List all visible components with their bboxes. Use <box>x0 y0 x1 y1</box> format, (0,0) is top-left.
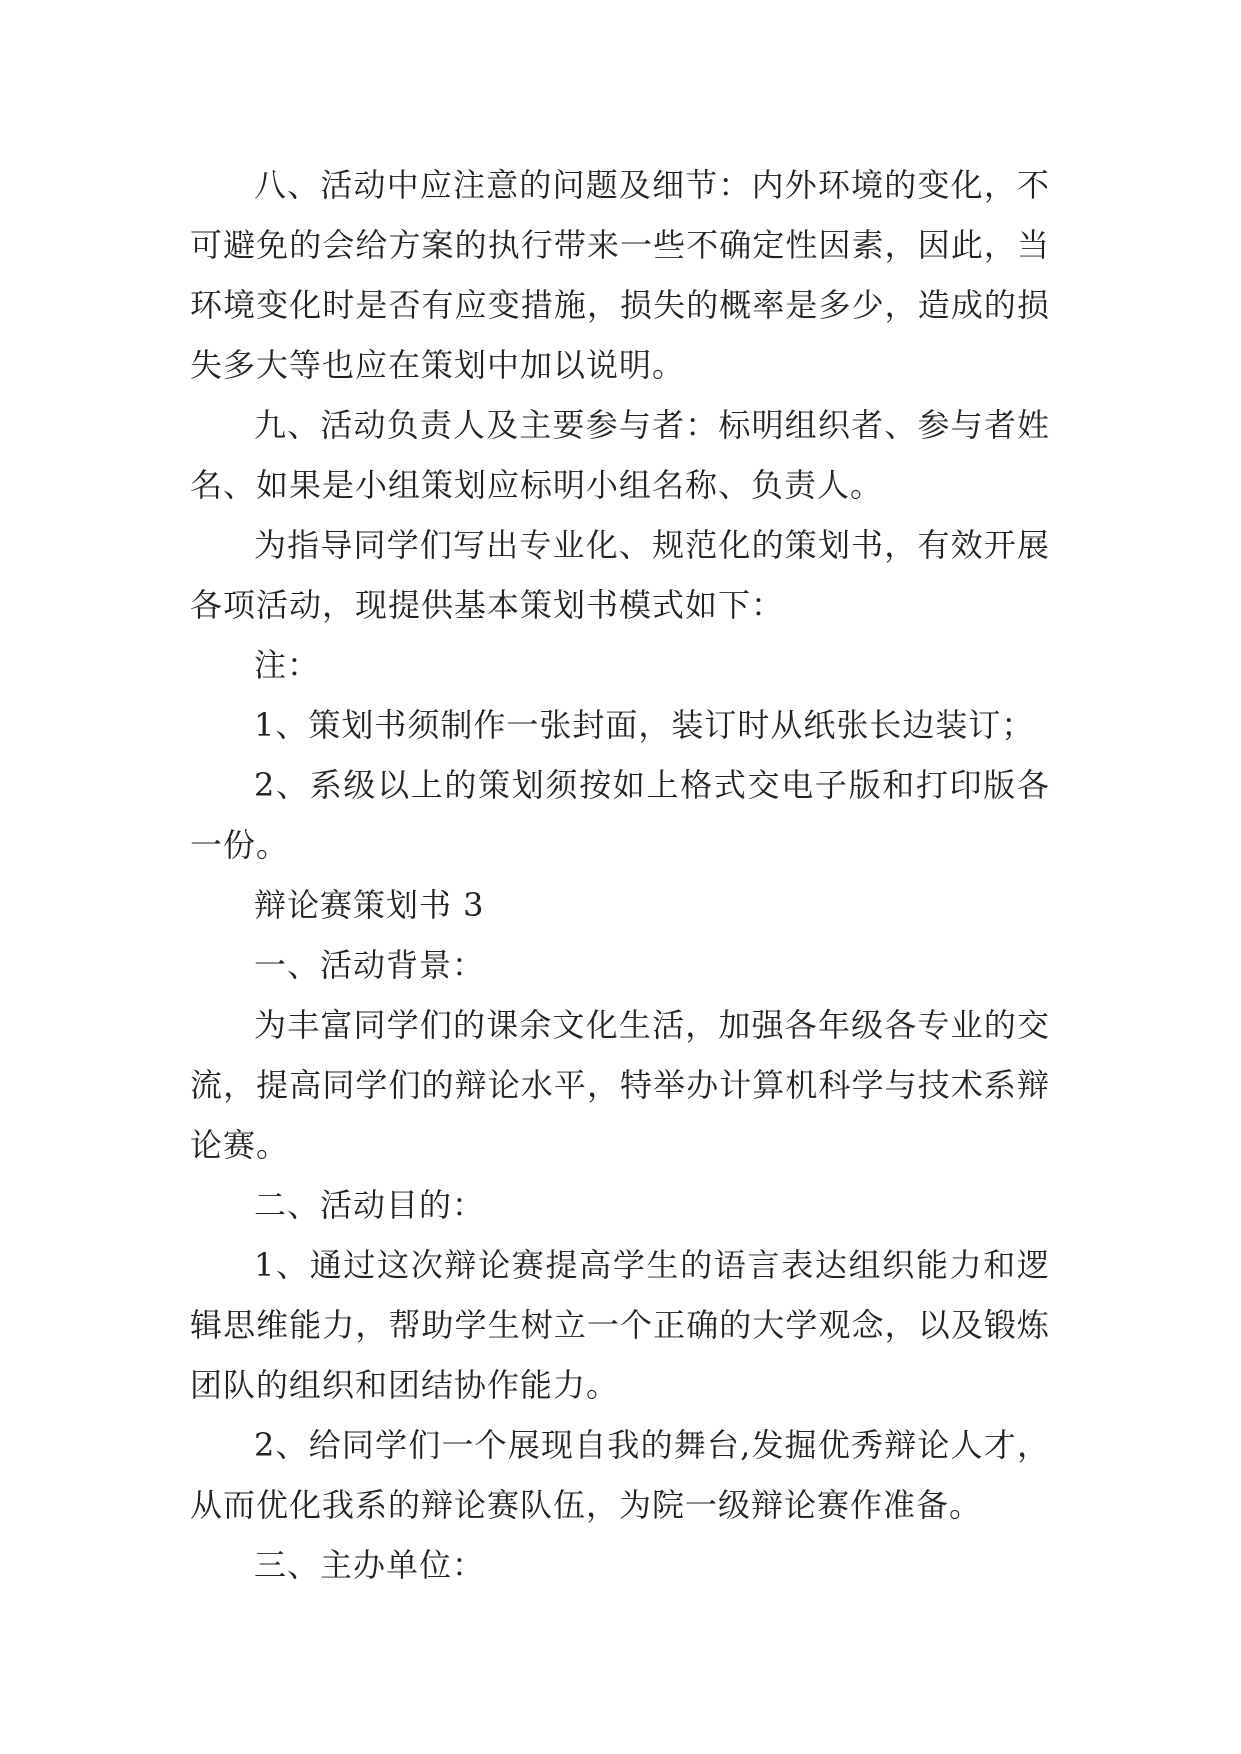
section-title: 辩论赛策划书 3 <box>254 886 485 924</box>
heading-organizer: 三、主办单位： <box>254 1546 486 1584</box>
paragraph-responsible-persons: 九、活动负责人及主要参与者：标明组织者、参与者姓名、如果是小组策划应标明小组名称、负责人。 <box>190 406 1050 504</box>
paragraph-note-1: 1、策划书须制作一张封面，装订时从纸张长边装订； <box>254 706 1035 744</box>
paragraph-note-heading: 注： <box>254 646 321 684</box>
heading-purpose: 二、活动目的： <box>254 1186 486 1224</box>
paragraph-purpose-1: 1、通过这次辩论赛提高学生的语言表达组织能力和逻辑思维能力，帮助学生树立一个正确的大学观念，以及锻炼团队的组织和团结协作能力。 <box>190 1246 1050 1404</box>
paragraph-purpose-2: 2、给同学们一个展现自我的舞台,发掘优秀辩论人才，从而优化我系的辩论赛队伍，为院一级辩论赛作准备。 <box>190 1426 1050 1524</box>
document-body <box>190 155 1050 1595</box>
paragraph-guidance: 为指导同学们写出专业化、规范化的策划书，有效开展各项活动，现提供基本策划书模式如下： <box>190 526 1050 624</box>
heading-background: 一、活动背景： <box>254 946 486 984</box>
paragraph-precautions: 八、活动中应注意的问题及细节：内外环境的变化，不可避免的会给方案的执行带来一些不确定性因素，因此，当环境变化时是否有应变措施，损失的概率是多少，造成的损失多大等也应在策划中加以说明。 <box>190 166 1050 384</box>
paragraph-note-2: 2、系级以上的策划须按如上格式交电子版和打印版各一份。 <box>190 766 1050 864</box>
paragraph-background: 为丰富同学们的课余文化生活，加强各年级各专业的交流，提高同学们的辩论水平，特举办计算机科学与技术系辩论赛。 <box>190 1006 1050 1164</box>
